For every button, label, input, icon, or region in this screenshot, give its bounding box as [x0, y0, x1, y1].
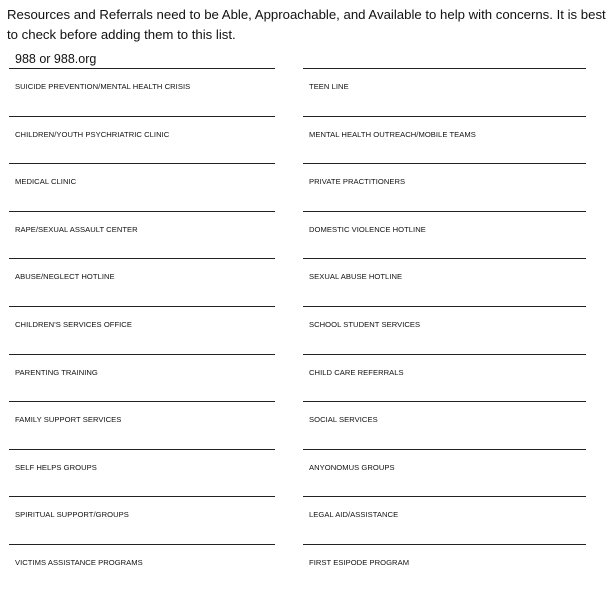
- referral-entry: [9, 354, 275, 380]
- referral-entry: [9, 163, 275, 189]
- referral-entry: [303, 496, 586, 522]
- referral-entry: [9, 116, 275, 142]
- entry-label: TEEN LINE: [309, 82, 349, 91]
- referral-entry: [9, 544, 275, 570]
- referral-entry: [303, 116, 586, 142]
- entry-label: SEXUAL ABUSE HOTLINE: [309, 272, 403, 281]
- entry-label: PRIVATE PRACTITIONERS: [309, 177, 406, 186]
- intro-text: Resources and Referrals need to be Able, Approachable, and Available to help with concerns. It is best to check before adding them to this list.: [7, 7, 606, 42]
- entry-label: SCHOOL STUDENT SERVICES: [309, 320, 421, 329]
- referral-entry: [9, 211, 275, 237]
- entry-label: MEDICAL CLINIC: [15, 177, 77, 186]
- referral-entry: [303, 68, 586, 94]
- entry-label: DOMESTIC VIOLENCE HOTLINE: [309, 225, 426, 234]
- entry-label: FAMILY SUPPORT SERVICES: [15, 415, 122, 424]
- referral-entry: [9, 306, 275, 332]
- entry-label: RAPE/SEXUAL ASSAULT CENTER: [15, 225, 138, 234]
- referral-entry: [303, 258, 586, 284]
- referral-entry: [303, 354, 586, 380]
- entry-label: ANYONOMUS GROUPS: [309, 463, 395, 472]
- referral-entry: [9, 258, 275, 284]
- referral-entry: [9, 52, 275, 94]
- entry-label: ABUSE/NEGLECT HOTLINE: [15, 272, 115, 281]
- entry-label: SOCIAL SERVICES: [309, 415, 378, 424]
- entry-label: CHILDREN/YOUTH PSYCHRIATRIC CLINIC: [15, 130, 170, 139]
- referral-entry: [9, 449, 275, 475]
- referral-entry: [303, 211, 586, 237]
- entry-value: 988 or 988.org: [15, 52, 97, 66]
- referral-entry: [303, 401, 586, 427]
- entry-label: FIRST ESIPODE PROGRAM: [309, 558, 410, 567]
- referral-entry: [9, 496, 275, 522]
- referral-entry: [303, 544, 586, 570]
- entry-label: MENTAL HEALTH OUTREACH/MOBILE TEAMS: [309, 130, 476, 139]
- entry-label: SUICIDE PREVENTION/MENTAL HEALTH CRISIS: [15, 82, 191, 91]
- entry-label: PARENTING TRAINING: [15, 368, 98, 377]
- entry-label: CHILDREN'S SERVICES OFFICE: [15, 320, 132, 329]
- referral-entry: [303, 306, 586, 332]
- entry-label: CHILD CARE REFERRALS: [309, 368, 404, 377]
- entry-label: VICTIMS ASSISTANCE PROGRAMS: [15, 558, 143, 567]
- referral-entry: [303, 163, 586, 189]
- entry-label: SELF HELPS GROUPS: [15, 463, 97, 472]
- entry-label: SPIRITUAL SUPPORT/GROUPS: [15, 510, 129, 519]
- entry-label: LEGAL AID/ASSISTANCE: [309, 510, 399, 519]
- referral-entry: [9, 401, 275, 427]
- referral-entry: [303, 449, 586, 475]
